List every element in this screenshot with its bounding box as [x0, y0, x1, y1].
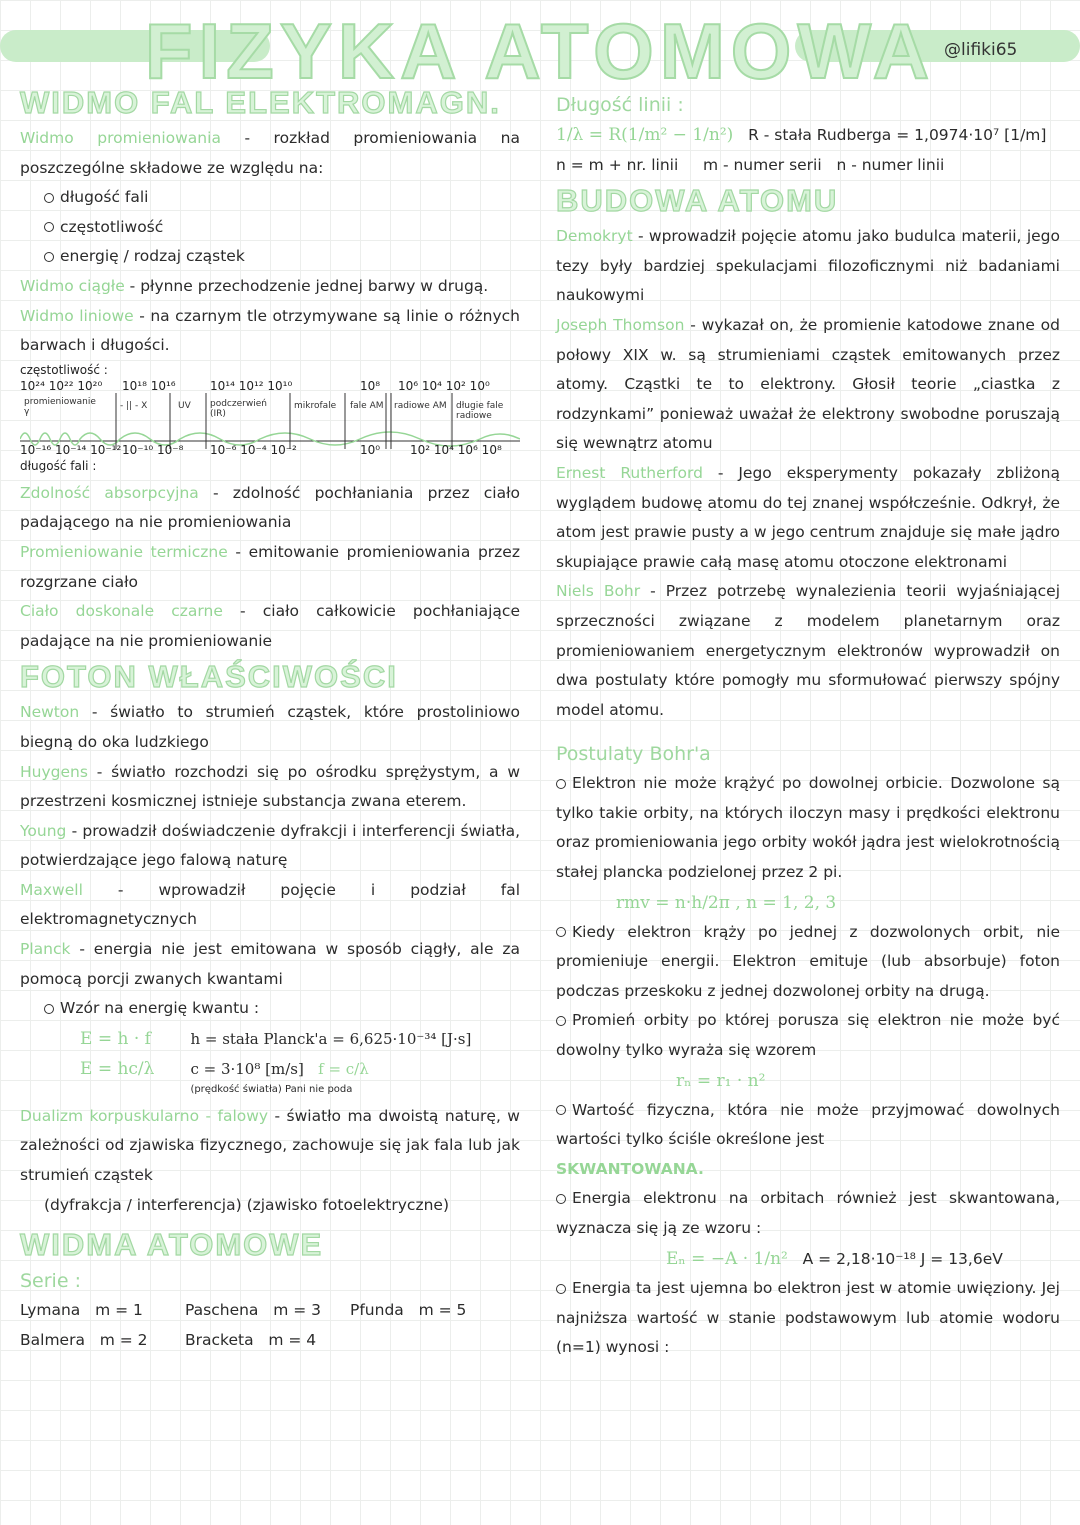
term: Newton	[20, 703, 80, 722]
energy-formula-block	[20, 1024, 520, 1096]
postulate-1	[556, 769, 1060, 887]
bullet-item	[20, 183, 520, 213]
widmo-ciagle-definition	[20, 272, 520, 302]
wavelength-axis-label: długość fali :	[20, 458, 97, 473]
postulate-text: Wartość fizyczna, która nie może przyjmować dowolnych wartości tylko ściśle określone jest	[556, 1100, 1060, 1149]
right-column	[556, 90, 1060, 1363]
dualizm-definition	[20, 1102, 520, 1191]
term: Joseph Thomson	[556, 315, 685, 334]
light-speed	[190, 1054, 471, 1084]
series-table	[20, 1296, 520, 1355]
energy-formula-label	[20, 994, 520, 1024]
postulate-text: Promień orbity po której porusza się elektron nie może być dowolny tylko wyraża się wzorem	[556, 1011, 1060, 1060]
planck-constant: h = stała Planck'a = 6,625·10⁻³⁴ [J·s]	[190, 1029, 472, 1048]
definition-text: - prowadził doświadczenie dyfrakcji i interferencji światła, potwierdzające jego falową naturę	[20, 821, 520, 870]
left-column	[20, 82, 520, 1355]
bullet-text: energię / rodzaj cząstek	[60, 247, 245, 266]
postulate-4	[556, 1096, 1060, 1155]
bullet-icon	[556, 779, 566, 789]
section-title-atomic-spectra: WIDMA ATOMOWE	[20, 1227, 324, 1263]
postulates-title: Postulaty Bohr'a	[556, 743, 711, 766]
definition-text: - ciało całkowicie pochłaniające padające na nie promieniowanie	[20, 602, 520, 650]
f-formula: f = c/λ	[318, 1059, 369, 1078]
absorp-definition	[20, 479, 520, 538]
definition-text: - światło ma dwoistą naturę, w zależności od zjawiska fizycznego, zachowuje się jak fala lub jak strumień cząstek	[20, 1106, 520, 1185]
definition-text: - energia nie jest emitowana w sposób ciągły, ale za pomocą porcji zwanych kwantami	[20, 940, 520, 988]
band-label: promieniowanie γ	[24, 396, 96, 417]
postulate-6	[556, 1274, 1060, 1363]
term: Maxwell	[20, 880, 83, 899]
postulate-5	[556, 1184, 1060, 1243]
bohr-definition	[556, 577, 1060, 725]
series-m: m = 3	[273, 1301, 322, 1320]
series-name: Pfunda	[350, 1301, 404, 1320]
postulate-3	[556, 1006, 1060, 1065]
definition-text: - wprowadził pojęcie i podział fal elektromagnetycznych	[20, 880, 520, 929]
bullet-text: długość fali	[60, 188, 149, 207]
rydberg-formula: 1/λ = R(1/m² − 1/n²)	[556, 125, 734, 145]
c-note: (prędkość światła) Pani nie poda	[190, 1083, 353, 1095]
bullet-icon	[44, 252, 54, 262]
series-item	[20, 1296, 185, 1326]
newton-definition	[20, 698, 520, 757]
band-label: fale AM	[350, 400, 384, 411]
rutherford-definition	[556, 459, 1060, 577]
rydberg-row	[556, 120, 1060, 151]
wave-tick: 10² 10⁴ 10⁶ 10⁸	[410, 442, 502, 457]
widmo-liniowe-definition	[20, 302, 520, 361]
n-definition: n - numer linii	[836, 155, 945, 174]
series-item	[185, 1296, 350, 1326]
term: Niels Bohr	[556, 582, 641, 601]
postulate-1-formula: rmv = n·h/2π , n = 1, 2, 3	[616, 892, 837, 913]
series-name: Bracketa	[185, 1330, 254, 1349]
series-m: m = 4	[268, 1330, 317, 1349]
planck-definition	[20, 935, 520, 994]
thomson-definition	[556, 311, 1060, 459]
author-handle: @lifiki65	[944, 40, 1018, 60]
page-title: FIZYKA ATOMOWA	[144, 7, 936, 95]
term: Widmo ciągłe	[20, 276, 125, 295]
term: Young	[20, 821, 67, 840]
definition-text: - światło rozchodzi się po ośrodku sprężystym, a w przestrzeni kosmicznej istnieje substancja zwana eterem.	[20, 762, 520, 811]
bullet-icon	[556, 1194, 566, 1204]
term: Widmo promieniowania	[20, 129, 221, 147]
term: Widmo liniowe	[20, 306, 134, 325]
series-numbers-row	[556, 151, 1060, 181]
definition-text: - emitowanie promieniowania przez rozgrzane ciało	[20, 542, 520, 591]
em-spectrum-diagram	[20, 363, 520, 473]
constant-definitions	[190, 1024, 471, 1096]
term: Promieniowanie termiczne	[20, 542, 228, 561]
bullet-icon	[44, 1004, 54, 1014]
dualizm-note: (dyfrakcja / interferencja) (zjawisko fotoelektryczne)	[44, 1195, 449, 1214]
label-text: Wzór na energię kwantu :	[60, 999, 260, 1018]
postulate-text: Energia ta jest ujemna bo elektron jest w atomie uwięziony. Jej najniższa wartość w stanie podstawowym lub atomie wodoru (n=1) wynosi :	[556, 1279, 1060, 1357]
wave-tick: 10⁻¹⁶ 10⁻¹⁴ 10⁻¹²	[20, 442, 122, 457]
series-name: Paschena	[185, 1301, 259, 1320]
series-item	[20, 1326, 185, 1356]
frequency-axis-label: częstotliwość :	[20, 362, 108, 377]
definition-text: - zdolność pochłaniania przez ciało padającego na nie promieniowania	[20, 483, 520, 532]
term: Ernest Rutherford	[556, 463, 703, 482]
band-label: radiowe AM	[394, 400, 447, 411]
series-item	[185, 1326, 350, 1356]
freq-tick: 10⁸	[360, 378, 381, 393]
rydberg-constant: R - stała Rudberga = 1,0974·10⁷ [1/m]	[748, 126, 1047, 144]
definition-text: - światło to strumień cząstek, które prostoliniowo biegną do oka ludzkiego	[20, 703, 520, 751]
widmo-definition	[20, 124, 520, 183]
quantized-label: SKWANTOWANA.	[556, 1159, 704, 1178]
series-m: m = 1	[95, 1301, 143, 1320]
formula: E = h · f	[80, 1028, 151, 1049]
term: Zdolność absorpcyjna	[20, 483, 199, 502]
definition-text: - wykazał on, że promienie katodowe znane od połowy XIX w. są strumieniami cząstek emitowanych przez atomy. Cząstki te to elektrony. Głosił teorie „ciastka z rodzynkami” ponieważ uważał że elektrony swobodne poruszają się wewnątrz atomu	[556, 315, 1061, 453]
definition-text: - płynne przechodzenie jednej barwy w drugą.	[124, 276, 489, 295]
definition-text: - wprowadził pojęcie atomu jako budulca materii, jego tezy były bardziej spekulacjami filozoficznymi niż badaniami naukowymi	[556, 227, 1060, 305]
c-value: c = 3·10⁸ [m/s]	[190, 1059, 304, 1078]
series-m: m = 5	[418, 1301, 467, 1320]
demokryt-definition	[556, 222, 1060, 311]
definition-text: - Przez potrzebę wynalezienia teorii wyjaśniającej sprzeczności związane z modelem planetarnym oraz promieniowaniem energetycznym elektronów wyprowadził on dwa postulaty które pomogły mu sformułować pierwszy spójny model atomu.	[556, 582, 1061, 719]
bullet-icon	[44, 222, 54, 232]
line-length-title: Długość linii :	[556, 94, 684, 116]
a-constant: A = 2,18·10⁻¹⁸ J = 13,6eV	[802, 1249, 1003, 1268]
n-formula: n = m + nr. linii	[556, 155, 679, 174]
series-item	[350, 1296, 515, 1326]
postulate-2	[556, 918, 1060, 1007]
freq-tick: 10²⁴ 10²² 10²⁰	[20, 378, 103, 393]
termiczne-definition	[20, 538, 520, 597]
czarne-definition	[20, 597, 520, 656]
postulate-3-formula: rₙ = r₁ · n²	[676, 1070, 766, 1091]
band-label: długie fale radiowe	[456, 400, 504, 421]
m-definition: m - numer serii	[702, 155, 822, 174]
term: Ciało doskonale czarne	[20, 602, 223, 621]
section-title-atom-structure: BUDOWA ATOMU	[556, 183, 839, 219]
formula: E = hc/λ	[80, 1058, 155, 1079]
band-label: UV	[178, 400, 191, 411]
band-label: - || - X	[120, 400, 148, 411]
series-label: Serie :	[20, 1270, 81, 1293]
postulate-text: Energia elektronu na orbitach również jest skwantowana, wyznacza się ją ze wzoru :	[556, 1189, 1060, 1237]
definition-text: - na czarnym tle otrzymywane są linie o różnych barwach i długości.	[20, 306, 520, 355]
bullet-icon	[44, 193, 54, 203]
huygens-definition	[20, 758, 520, 817]
bullet-item	[20, 213, 520, 243]
bullet-icon	[556, 1105, 566, 1115]
postulate-text: Kiedy elektron krąży po jednej z dozwolonych orbit, nie promieniuje energii. Elektron emituje (lub absorbuje) foton podczas przeskoku z jednej dozwolonej orbity na drugą.	[556, 922, 1060, 1000]
bullet-icon	[556, 927, 566, 937]
section-title-photon: FOTON WŁAŚCIWOŚCI	[20, 659, 398, 695]
series-name: Lymana	[20, 1301, 81, 1320]
bullet-icon	[556, 1016, 566, 1026]
term: Demokryt	[556, 227, 633, 246]
bullet-item	[20, 242, 520, 272]
series-m: m = 2	[99, 1330, 148, 1349]
postulate-text: Elektron nie może krążyć po dowolnej orbicie. Dozwolone są tylko takie orbity, na których iloczyn masy i prędkości elektronu oraz promieniowania jego orbity wokół jądra jest wielokrotnością stałej plancka podzielonej przez 2 pi.	[556, 774, 1060, 882]
wave-tick: 10⁻¹⁰ 10⁻⁸	[122, 442, 184, 457]
young-definition	[20, 817, 520, 876]
term: Planck	[20, 940, 71, 959]
definition-text: - rozkład promieniowania na poszczególne składowe ze względu na:	[20, 129, 520, 177]
wave-tick: 10⁰	[360, 442, 381, 457]
postulate-5-formula-row	[556, 1244, 1060, 1275]
freq-tick: 10⁶ 10⁴ 10² 10⁰	[398, 378, 490, 393]
band-label: mikrofale	[294, 400, 337, 411]
definition-text: - Jego eksperymenty pokazały zbliżoną wyglądem budowę atomu do tej znanej współcześnie. Odkrył, że atom jest prawie pusty a w jego centrum znajduje się małe jądro skupiające prawie całą masę atomu otoczone elektronami	[556, 463, 1061, 571]
energy-formulas	[80, 1024, 154, 1096]
term: Huygens	[20, 762, 88, 781]
maxwell-definition	[20, 876, 520, 935]
freq-tick: 10¹⁴ 10¹² 10¹⁰	[210, 378, 293, 393]
term: Dualizm korpuskularno - falowy	[20, 1106, 269, 1125]
section-title-spectrum: WIDMO FAL ELEKTROMAGN.	[20, 85, 501, 120]
freq-tick: 10¹⁸ 10¹⁶	[122, 378, 176, 393]
bullet-text: częstotliwość	[60, 217, 164, 236]
bullet-icon	[556, 1284, 566, 1294]
energy-formula: Eₙ = −A · 1/n²	[666, 1248, 788, 1269]
series-name: Balmera	[20, 1330, 85, 1349]
wave-tick: 10⁻⁶ 10⁻⁴ 10⁻²	[210, 442, 297, 457]
band-label: podczerwień (IR)	[210, 398, 267, 419]
